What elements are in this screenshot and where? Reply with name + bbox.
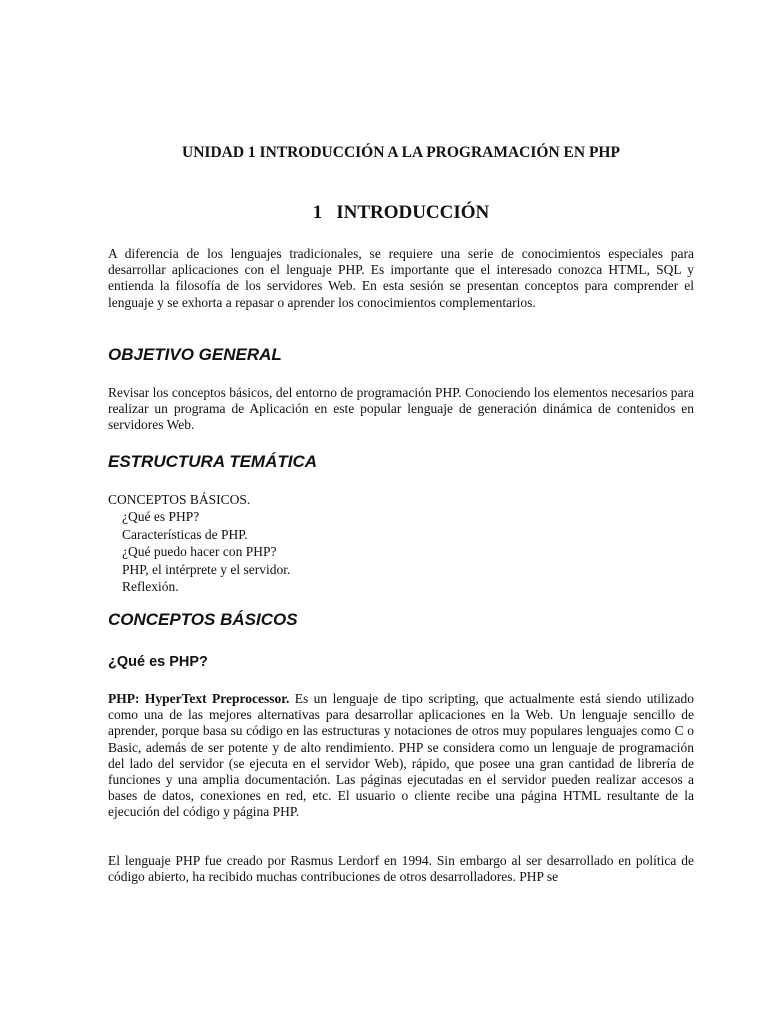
chapter-title <box>108 202 694 224</box>
list-item: Características de PHP. <box>122 526 248 542</box>
estructura-list <box>108 491 694 595</box>
unit-title: UNIDAD 1 INTRODUCCIÓN A LA PROGRAMACIÓN EN PHP <box>182 144 620 161</box>
chapter-number: 1 <box>312 202 323 223</box>
list-item: Reflexión. <box>122 579 179 595</box>
php-definition-text: Es un lenguaje de tipo scripting, que actualmente está siendo utilizado como una de las mejores alternativas para desarrollar aplicaciones en la Web. Un lenguaje sencillo de aprender, porque basa su código en las estructuras y notaciones de otros muy populares lenguajes como C o Basic, además de ser potente y de alto rendimiento. PHP se considera como un lenguaje de programación del lado del servidor (se ejecuta en el servidor Web), rápido, que posee una gran cantidad de librería de funciones y una amplia documentación. Las páginas ejecutadas en el servidor pueden realizar accesos a bases de datos, conexiones en red, etc. El usuario o cliente recibe una página HTML resultante de la ejecución del código y página PHP. <box>108 691 694 820</box>
intro-paragraph: A diferencia de los lenguajes tradicionales, se requiere una serie de conocimientos especiales para desarrollar aplicaciones con el lenguaje PHP. Es importante que el interesado conozca HTML, SQL y entienda la filosofía de los servidores Web. En esta sesión se presentan conceptos para comprender el lenguaje y se exhorta a repasar o aprender los conocimientos complementarios. <box>108 246 694 310</box>
list-item: ¿Qué puedo hacer con PHP? <box>122 544 277 560</box>
chapter-title-text: INTRODUCCIÓN <box>336 202 490 223</box>
php-definition-paragraph <box>108 691 694 821</box>
estructura-group-label: CONCEPTOS BÁSICOS. <box>108 492 251 507</box>
objetivo-heading: OBJETIVO GENERAL <box>108 345 282 364</box>
php-history-paragraph: El lenguaje PHP fue creado por Rasmus Lerdorf en 1994. Sin embargo al ser desarrollado en política de código abierto, ha recibido muchas contribuciones de otros desarrolladores. PHP se <box>108 853 694 885</box>
conceptos-heading: CONCEPTOS BÁSICOS <box>108 610 298 629</box>
list-item: ¿Qué es PHP? <box>122 509 200 525</box>
list-item: PHP, el intérprete y el servidor. <box>122 561 291 577</box>
php-definition-lead: PHP: HyperText Preprocessor. <box>108 691 290 706</box>
que-es-php-subheading: ¿Qué es PHP? <box>108 654 208 670</box>
estructura-heading: ESTRUCTURA TEMÁTICA <box>108 452 318 471</box>
objetivo-paragraph: Revisar los conceptos básicos, del entorno de programación PHP. Conociendo los elementos necesarios para realizar un programa de Aplicación en este popular lenguaje de generación dinámica de contenidos en servidores Web. <box>108 385 694 433</box>
